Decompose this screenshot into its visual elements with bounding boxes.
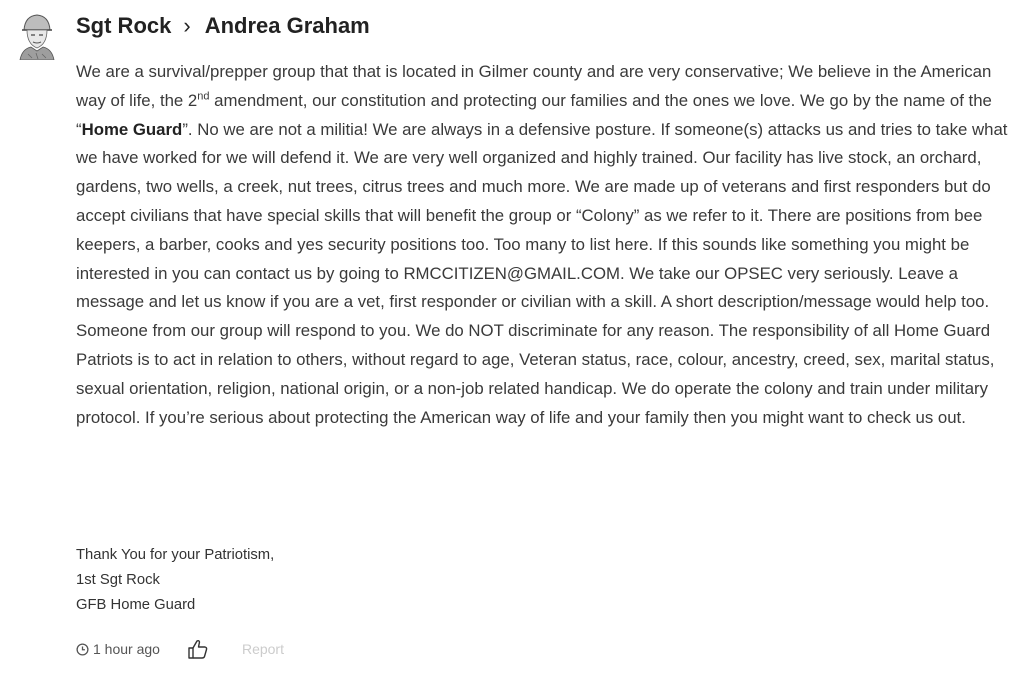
comment-header xyxy=(76,13,370,39)
bold-home-guard: Home Guard xyxy=(81,119,183,139)
report-link[interactable]: Report xyxy=(241,641,284,657)
avatar[interactable] xyxy=(16,10,58,60)
comment-body xyxy=(76,58,1016,432)
recipient-name[interactable]: Andrea Graham xyxy=(204,13,370,38)
signoff-line-2: 1st Sgt Rock xyxy=(76,572,160,588)
signoff xyxy=(76,543,274,618)
signoff-line-3: GFB Home Guard xyxy=(76,597,196,613)
comment-meta xyxy=(76,637,284,661)
comment-paragraph xyxy=(76,58,1016,432)
author-name[interactable]: Sgt Rock xyxy=(76,13,172,38)
signoff-line-1: Thank You for your Patriotism, xyxy=(76,547,275,563)
thumbs-up-icon[interactable] xyxy=(186,637,210,661)
body-text-2: amendment, our constitution and protecting our families and the ones we love. We go by the name of the “ xyxy=(76,90,992,139)
clock-icon xyxy=(76,643,89,656)
body-text-1: We are a survival/prepper group that that is located in Gilmer county and are very conservative; We believe in the American way of life, the 2 xyxy=(76,62,992,110)
superscript-nd: nd xyxy=(197,90,210,103)
timestamp: 1 hour ago xyxy=(93,641,160,657)
body-text-3: ”. No we are not a militia! We are always in a defensive posture. If someone(s) attacks us and tries to take what we have worked for we will defend it. We are very well organized and highly trained. Our facility has live stock, an orchard, gardens, two wells, a creek, nut trees, citrus trees and much more. We are made up of veterans and first responders but do accept civilians that have special skills that will benefit the group or “Colony” as we refer to it. There are positions from bee keepers, a barber, cooks and yes security positions too. Too many to list here. If this sounds like something you might be interested in you can contact us by going to RMCCITIZEN@GMAIL.COM. We take our OPSEC very seriously. Leave a message and let us know if you are a vet, first responder or civilian with a skill. A short description/message would help too. Someone from our group will respond to you. We do NOT discriminate for any reason. The responsibility of all Home Guard Patriots is to act in relation to others, without regard to age, Veteran status, race, colour, ancestry, creed, sex, marital status, sexual orientation, religion, national origin, or a non-job related handicap. We do operate the colony and train under military protocol. If you’re serious about protecting the American way of life and your family then you might want to check us out. xyxy=(76,119,1008,427)
chevron-right-icon: › xyxy=(183,13,191,38)
